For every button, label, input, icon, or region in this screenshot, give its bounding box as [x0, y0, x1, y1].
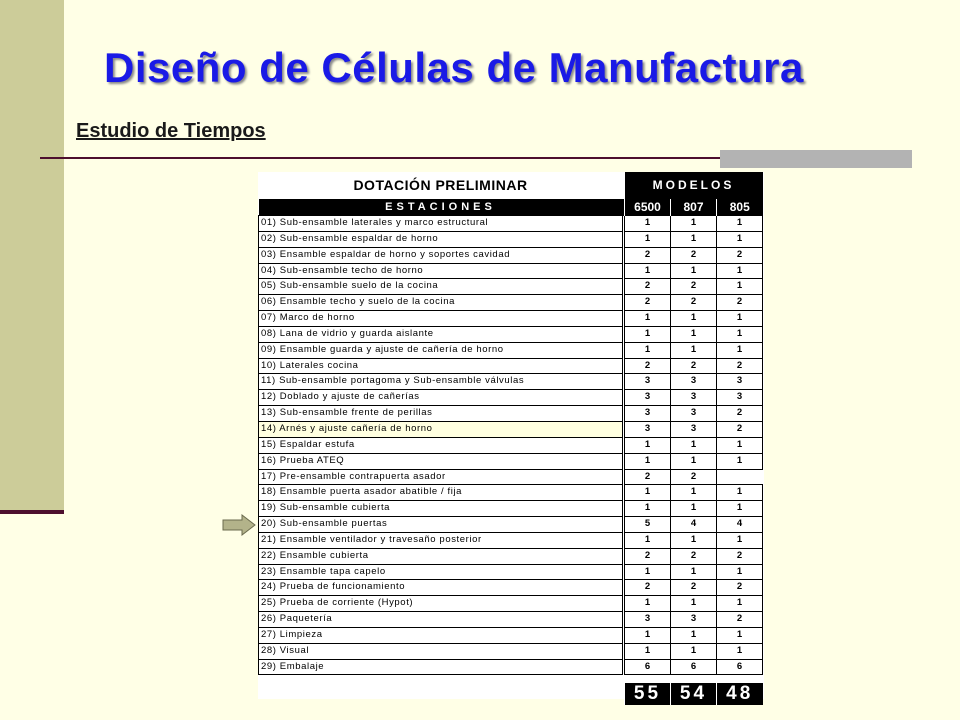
model-header-805: 805 — [717, 199, 763, 216]
staff-count-805: 1 — [717, 231, 763, 247]
staff-count-807: 2 — [671, 548, 717, 564]
station-name: 29) Embalaje — [259, 659, 623, 675]
staff-count-805: 2 — [717, 580, 763, 596]
staff-count-805: 1 — [717, 311, 763, 327]
table-row — [259, 374, 763, 390]
staff-count-805: 2 — [717, 421, 763, 437]
station-name: 25) Prueba de corriente (Hypot) — [259, 596, 623, 612]
side-accent-line — [0, 510, 64, 514]
staffing-table — [258, 172, 763, 705]
staff-count-805: 1 — [717, 279, 763, 295]
arrow-right-icon — [222, 514, 256, 536]
side-band — [0, 0, 64, 512]
table-row — [259, 469, 763, 485]
model-header-6500: 6500 — [625, 199, 671, 216]
staff-count-6500: 1 — [625, 643, 671, 659]
table-row — [259, 564, 763, 580]
staff-count-6500: 1 — [625, 263, 671, 279]
table-row — [259, 421, 763, 437]
staff-count-805: 1 — [717, 485, 763, 501]
station-name: 15) Espaldar estufa — [259, 437, 623, 453]
staff-count-805: 2 — [717, 358, 763, 374]
staff-count-6500: 3 — [625, 390, 671, 406]
staff-count-807: 3 — [671, 612, 717, 628]
staff-count-805: 3 — [717, 390, 763, 406]
staff-count-807: 1 — [671, 643, 717, 659]
staff-count-805: 2 — [717, 295, 763, 311]
table-row — [259, 279, 763, 295]
staff-count-6500: 1 — [625, 437, 671, 453]
table-row — [259, 453, 763, 469]
station-name: 20) Sub-ensamble puertas — [259, 517, 623, 533]
staff-count-6500: 1 — [625, 501, 671, 517]
staff-count-6500: 2 — [625, 295, 671, 311]
table-row — [259, 596, 763, 612]
staff-count-805: 1 — [717, 627, 763, 643]
station-name: 16) Prueba ATEQ — [259, 453, 623, 469]
staffing-table-sheet — [258, 172, 764, 705]
stations-header: ESTACIONES — [259, 199, 623, 216]
staff-count-6500: 1 — [625, 342, 671, 358]
table-row — [259, 548, 763, 564]
station-name: 19) Sub-ensamble cubierta — [259, 501, 623, 517]
staff-count-807: 1 — [671, 216, 717, 232]
station-name: 12) Doblado y ajuste de cañerías — [259, 390, 623, 406]
station-name: 06) Ensamble techo y suelo de la cocina — [259, 295, 623, 311]
staff-count-6500: 1 — [625, 453, 671, 469]
station-name: 21) Ensamble ventilador y travesaño posterior — [259, 532, 623, 548]
table-row — [259, 263, 763, 279]
station-name: 07) Marco de horno — [259, 311, 623, 327]
staff-count-6500: 2 — [625, 548, 671, 564]
staff-count-6500: 2 — [625, 247, 671, 263]
table-row — [259, 501, 763, 517]
staff-count-807: 1 — [671, 564, 717, 580]
staff-count-6500: 1 — [625, 627, 671, 643]
staff-count-6500: 2 — [625, 358, 671, 374]
staff-count-6500: 3 — [625, 374, 671, 390]
total-805: 48 — [717, 683, 763, 705]
table-row — [259, 247, 763, 263]
staff-count-805: 2 — [717, 247, 763, 263]
staff-count-6500: 1 — [625, 564, 671, 580]
staff-count-805: 1 — [717, 596, 763, 612]
staff-count-807: 1 — [671, 263, 717, 279]
station-name: 11) Sub-ensamble portagoma y Sub-ensamble válvulas — [259, 374, 623, 390]
staff-count-807: 2 — [671, 295, 717, 311]
staff-count-6500: 5 — [625, 517, 671, 533]
table-row — [259, 612, 763, 628]
staff-count-6500: 2 — [625, 580, 671, 596]
station-name: 05) Sub-ensamble suelo de la cocina — [259, 279, 623, 295]
staff-count-807: 1 — [671, 342, 717, 358]
station-name: 13) Sub-ensamble frente de perillas — [259, 406, 623, 422]
table-row — [259, 216, 763, 232]
staff-count-6500: 1 — [625, 231, 671, 247]
station-name: 24) Prueba de funcionamiento — [259, 580, 623, 596]
staff-count-805: 1 — [717, 532, 763, 548]
staff-count-807: 1 — [671, 453, 717, 469]
model-header-807: 807 — [671, 199, 717, 216]
staff-count-807: 2 — [671, 358, 717, 374]
staff-count-6500: 1 — [625, 596, 671, 612]
table-row — [259, 311, 763, 327]
staff-count-6500: 1 — [625, 532, 671, 548]
staff-count-805: 1 — [717, 501, 763, 517]
staff-count-805: 1 — [717, 342, 763, 358]
staff-count-6500: 2 — [625, 279, 671, 295]
table-row — [259, 580, 763, 596]
staff-count-805: 1 — [717, 326, 763, 342]
staff-count-807: 1 — [671, 311, 717, 327]
slide-subtitle: Estudio de Tiempos — [76, 120, 266, 142]
staff-count-6500: 3 — [625, 612, 671, 628]
staff-count-805: 4 — [717, 517, 763, 533]
staff-count-805: 1 — [717, 643, 763, 659]
staff-count-807: 3 — [671, 374, 717, 390]
models-header: MODELOS — [625, 172, 763, 199]
table-row — [259, 326, 763, 342]
table-row — [259, 437, 763, 453]
table-row — [259, 517, 763, 533]
station-name: 09) Ensamble guarda y ajuste de cañería de horno — [259, 342, 623, 358]
staff-count-807: 6 — [671, 659, 717, 675]
staff-count-807: 1 — [671, 532, 717, 548]
totals-row — [259, 683, 763, 705]
station-name: 27) Limpieza — [259, 627, 623, 643]
staff-count-805: 3 — [717, 374, 763, 390]
table-title: DOTACIÓN PRELIMINAR — [353, 177, 528, 193]
staff-count-807: 1 — [671, 485, 717, 501]
station-name: 10) Laterales cocina — [259, 358, 623, 374]
table-row — [259, 358, 763, 374]
station-name: 22) Ensamble cubierta — [259, 548, 623, 564]
table-row — [259, 342, 763, 358]
staff-count-807: 2 — [671, 469, 717, 485]
staff-count-807: 2 — [671, 279, 717, 295]
staff-count-805 — [717, 469, 763, 485]
staff-count-805: 2 — [717, 612, 763, 628]
total-807: 54 — [671, 683, 717, 705]
staff-count-805: 1 — [717, 216, 763, 232]
station-name: 18) Ensamble puerta asador abatible / fija — [259, 485, 623, 501]
staff-count-807: 2 — [671, 580, 717, 596]
station-name: 04) Sub-ensamble techo de horno — [259, 263, 623, 279]
table-row — [259, 295, 763, 311]
station-name: 17) Pre-ensamble contrapuerta asador — [259, 469, 623, 485]
staff-count-6500: 6 — [625, 659, 671, 675]
staff-count-6500: 3 — [625, 406, 671, 422]
staff-count-807: 1 — [671, 231, 717, 247]
header-gray-block — [720, 150, 912, 168]
station-name: 03) Ensamble espaldar de horno y soportes cavidad — [259, 247, 623, 263]
table-row — [259, 659, 763, 675]
staff-count-805: 1 — [717, 564, 763, 580]
staff-count-805: 2 — [717, 406, 763, 422]
staff-count-6500: 1 — [625, 485, 671, 501]
station-name: 26) Paquetería — [259, 612, 623, 628]
station-name: 02) Sub-ensamble espaldar de horno — [259, 231, 623, 247]
staff-count-6500: 1 — [625, 216, 671, 232]
staff-count-807: 1 — [671, 596, 717, 612]
staff-count-807: 1 — [671, 437, 717, 453]
staff-count-807: 4 — [671, 517, 717, 533]
staff-count-805: 1 — [717, 437, 763, 453]
staff-count-6500: 1 — [625, 311, 671, 327]
staff-count-6500: 3 — [625, 421, 671, 437]
staff-count-807: 3 — [671, 390, 717, 406]
staff-count-807: 2 — [671, 247, 717, 263]
table-row — [259, 627, 763, 643]
staff-count-807: 3 — [671, 406, 717, 422]
table-row — [259, 485, 763, 501]
table-row — [259, 390, 763, 406]
station-name: 14) Arnés y ajuste cañería de horno — [259, 421, 623, 437]
staff-count-807: 1 — [671, 627, 717, 643]
staff-count-6500: 1 — [625, 326, 671, 342]
table-row — [259, 231, 763, 247]
staff-count-807: 1 — [671, 501, 717, 517]
staff-count-807: 3 — [671, 421, 717, 437]
station-name: 01) Sub-ensamble laterales y marco estructural — [259, 216, 623, 232]
table-row — [259, 643, 763, 659]
station-name: 08) Lana de vidrio y guarda aislante — [259, 326, 623, 342]
staff-count-6500: 2 — [625, 469, 671, 485]
table-row — [259, 406, 763, 422]
staff-count-805: 6 — [717, 659, 763, 675]
station-name: 23) Ensamble tapa capelo — [259, 564, 623, 580]
slide-title: Diseño de Células de Manufactura — [104, 44, 804, 91]
station-name: 28) Visual — [259, 643, 623, 659]
staff-count-807: 1 — [671, 326, 717, 342]
staff-count-805: 1 — [717, 263, 763, 279]
staff-count-805: 2 — [717, 548, 763, 564]
table-row — [259, 532, 763, 548]
total-6500: 55 — [625, 683, 671, 705]
staff-count-805: 1 — [717, 453, 763, 469]
